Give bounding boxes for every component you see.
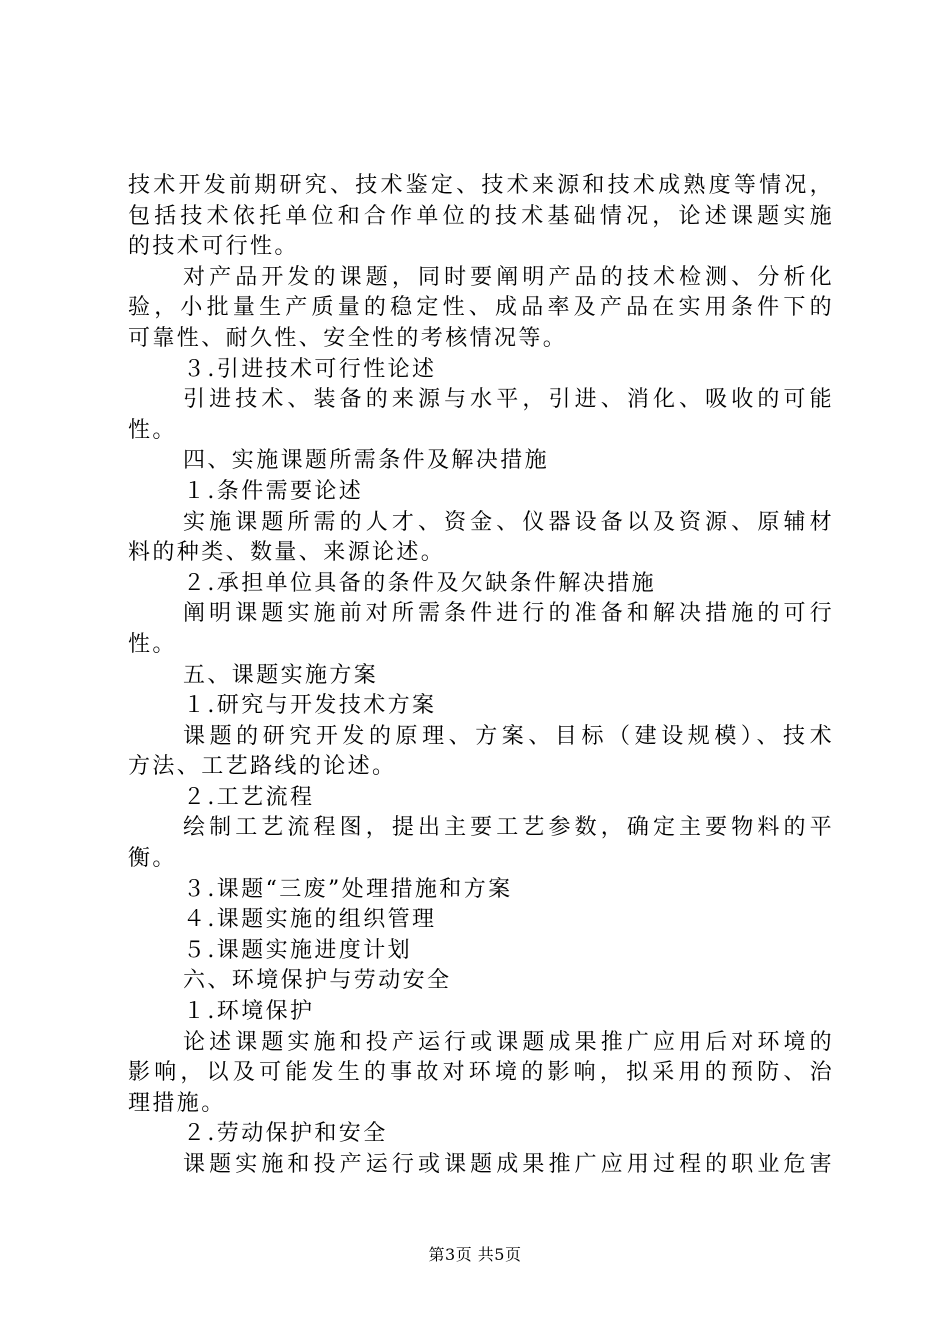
text-line: １.条件需要论述 (183, 478, 364, 504)
text-line: 绘制工艺流程图，提出主要工艺参数，确定主要物料的平 (183, 815, 834, 841)
text-line: 包括技术依托单位和合作单位的技术基础情况，论述课题实施 (128, 203, 834, 229)
text-line: 四、实施课题所需条件及解决措施 (183, 448, 550, 474)
text-line: ５.课题实施进度计划 (183, 937, 412, 963)
text-line: 影响，以及可能发生的事故对环境的影响，拟采用的预防、治 (128, 1060, 834, 1086)
text-line: 方法、工艺路线的论述。 (128, 754, 397, 780)
text-line: 六、环境保护与劳动安全 (183, 968, 452, 994)
text-line: ２.工艺流程 (183, 784, 315, 810)
text-line: 验，小批量生产质量的稳定性、成品率及产品在实用条件下的 (128, 295, 834, 321)
text-line: １.研究与开发技术方案 (183, 693, 437, 719)
text-line: 可靠性、耐久性、安全性的考核情况等。 (128, 325, 568, 351)
text-line: 料的种类、数量、来源论述。 (128, 540, 446, 566)
text-line: 理措施。 (128, 1090, 226, 1116)
text-line: ３.引进技术可行性论述 (183, 356, 437, 382)
text-line: 的技术可行性。 (128, 234, 299, 260)
text-line: ３.课题“三废”处理措施和方案 (183, 876, 513, 902)
text-line: 性。 (128, 417, 177, 443)
text-line: 技术开发前期研究、技术鉴定、技术来源和技术成熟度等情况， (128, 173, 834, 198)
document-body (128, 171, 834, 1181)
text-line: 阐明课题实施前对所需条件进行的准备和解决措施的可行 (183, 601, 834, 627)
text-line: 引进技术、装备的来源与水平，引进、消化、吸收的可能 (183, 387, 834, 413)
text-line: 论述课题实施和投产运行或课题成果推广应用后对环境的 (183, 1029, 834, 1055)
text-line: １.环境保护 (183, 999, 315, 1025)
text-line: ４.课题实施的组织管理 (183, 907, 437, 933)
text-line: 课题的研究开发的原理、方案、目标（建设规模）、技术 (183, 723, 834, 749)
text-line: ２.劳动保护和安全 (183, 1121, 388, 1147)
text-line: 实施课题所需的人才、资金、仪器设备以及资源、原辅材 (183, 509, 834, 535)
text-line: 衡。 (128, 846, 177, 872)
text-line: 对产品开发的课题，同时要阐明产品的技术检测、分析化 (183, 264, 834, 290)
text-line: 五、课题实施方案 (183, 662, 379, 688)
text-line: 性。 (128, 631, 177, 657)
text-line: 课题实施和投产运行或课题成果推广应用过程的职业危害 (183, 1152, 834, 1177)
text-line: ２.承担单位具备的条件及欠缺条件解决措施 (183, 570, 656, 596)
page-footer: 第3页 共5页 (428, 1245, 522, 1264)
